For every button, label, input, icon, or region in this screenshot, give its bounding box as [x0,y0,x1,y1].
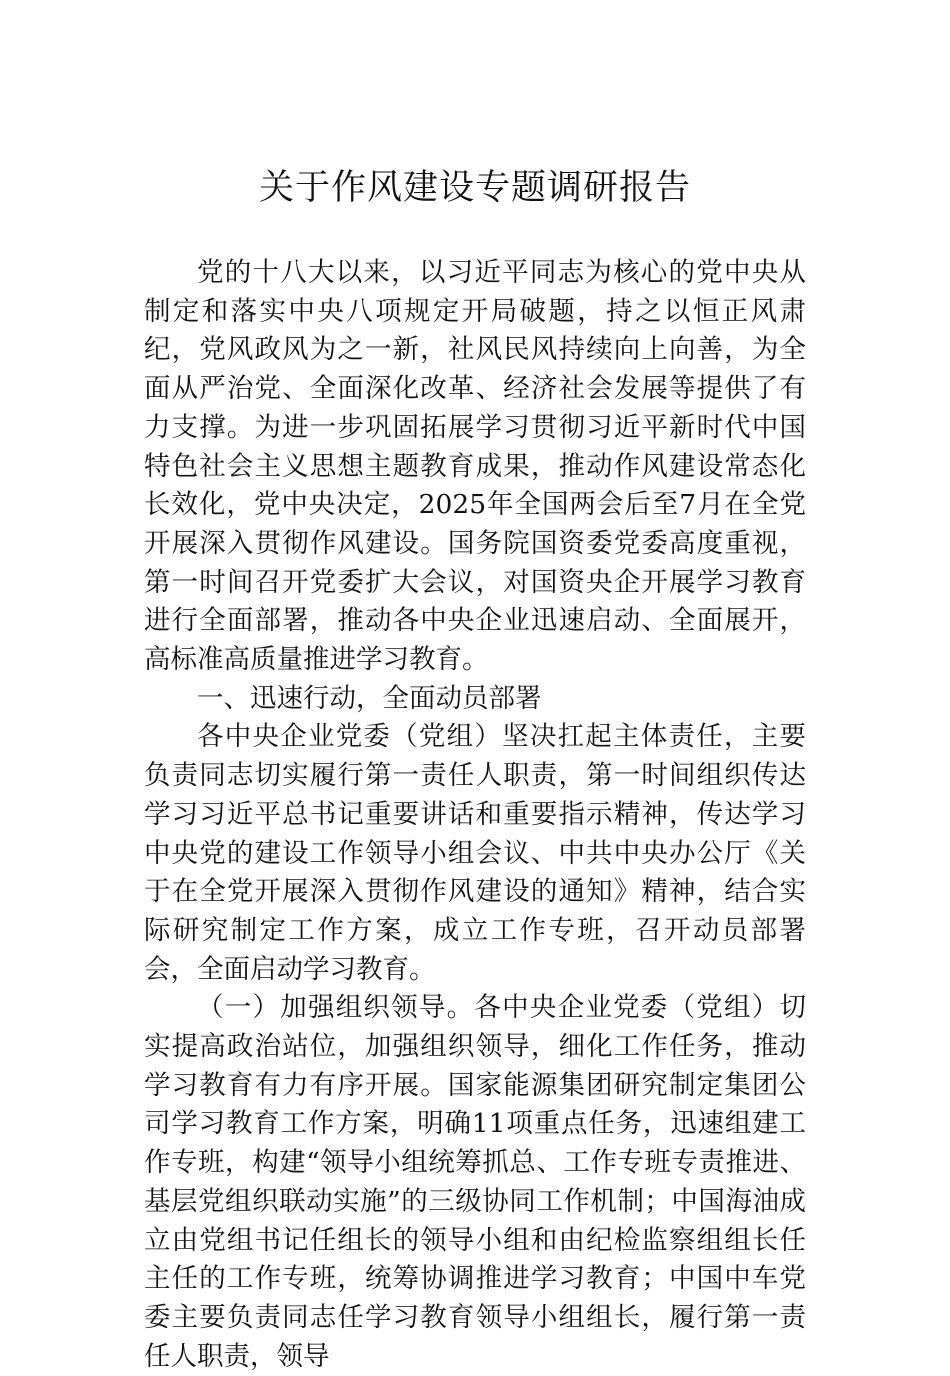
paragraph-intro: 党的十八大以来，以习近平同志为核心的党中央从制定和落实中央八项规定开局破题，持之以恒正风肃纪，党风政风为之一新，社风民风持续向上向善，为全面从严治党、全面深化改革、经济社会发展等提供了有力支撑。为进一步巩固拓展学习贯彻习近平新时代中国特色社会主义思想主题教育成果，推动作风建设常态化长效化，党中央决定，2025年全国两会后至7月在全党开展深入贯彻作风建设。国务院国资委党委高度重视，第一时间召开党委扩大会议，对国资央企开展学习教育进行全面部署，推动各中央企业迅速启动、全面展开，高标准高质量推进学习教育。 [144,257,806,676]
paragraph-section-intro: 各中央企业党委（党组）坚决扛起主体责任，主要负责同志切实履行第一责任人职责，第一时间组织传达学习习近平总书记重要讲话和重要指示精神，传达学习中央党的建设工作领导小组会议、中共中央办公厅《关于在全党开展深入贯彻作风建设的通知》精神，结合实际研究制定工作方案，成立工作专班，召开动员部署会，全面启动学习教育。 [144,721,806,985]
document-title: 关于作风建设专题调研报告 [258,168,691,208]
document-body [144,254,806,1376]
section-heading: 一、迅速行动，全面动员部署 [197,682,542,714]
paragraph-subsection: （一）加强组织领导。各中央企业党委（党组）切实提高政治站位，加强组织领导，细化工作任务，推动学习教育有力有序开展。国家能源集团研究制定集团公司学习教育工作方案，明确11项重点任务，迅速组建工作专班，构建“领导小组统筹抓总、工作专班专责推进、基层党组织联动实施”的三级协同工作机制；中国海油成立由党组书记任组长的领导小组和由纪检监察组组长任主任的工作专班，统筹协调推进学习教育；中国中车党委主要负责同志任学习教育领导小组组长，履行第一责任人职责，领导 [144,992,806,1372]
